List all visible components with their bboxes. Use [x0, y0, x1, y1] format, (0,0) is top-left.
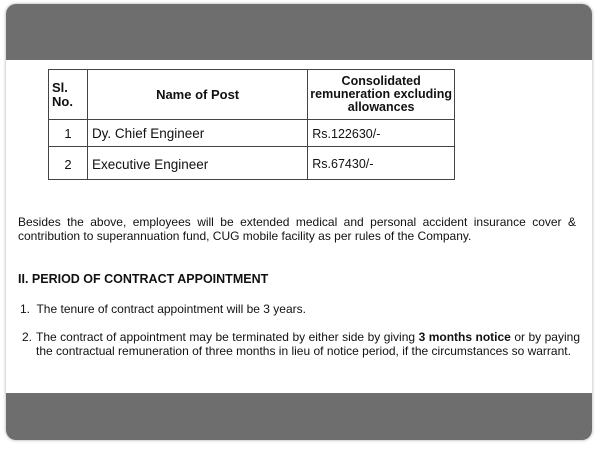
cell-sl: 1: [49, 120, 88, 147]
slide-frame: [6, 4, 592, 440]
posts-table: [48, 69, 455, 180]
document-page: [6, 60, 592, 393]
top-bar: [6, 4, 592, 60]
table-row: [49, 120, 455, 147]
item-number: 1.: [20, 302, 31, 316]
cell-remuneration: Rs.122630/-: [308, 120, 455, 147]
table-header-row: [49, 70, 455, 120]
table-row: [49, 147, 455, 180]
item-text-part: The contract of appointment may be terminated by either side by giving: [36, 330, 416, 344]
cell-remuneration: Rs.67430/-: [308, 147, 455, 180]
bottom-bar: [6, 393, 592, 440]
item-text-part: or by paying the contractual remuneration of three months in lieu of notice period, if the circumstances so warrant.: [36, 330, 580, 358]
section-heading: II. PERIOD OF CONTRACT APPOINTMENT: [18, 272, 269, 286]
header-name-of-post: Name of Post: [87, 70, 307, 120]
item-number: 2.: [22, 330, 33, 344]
item-text: The tenure of contract appointment will be 3 years.: [36, 302, 306, 316]
benefits-paragraph: Besides the above, employees will be extended medical and personal accident insurance cover & contribution to superannuation fund, CUG mobile facility as per rules of the Company.: [18, 215, 576, 243]
cell-sl: 2: [49, 147, 88, 180]
header-remuneration: Consolidated remuneration excluding allowances: [308, 70, 455, 120]
notice-emphasis: 3 months notice: [418, 330, 511, 344]
list-item: [20, 302, 306, 316]
cell-post-name: Dy. Chief Engineer: [87, 120, 307, 147]
cell-post-name: Executive Engineer: [87, 147, 307, 180]
list-item: [22, 330, 580, 358]
header-sl-no: Sl. No.: [49, 70, 88, 120]
item-text: [36, 330, 580, 358]
